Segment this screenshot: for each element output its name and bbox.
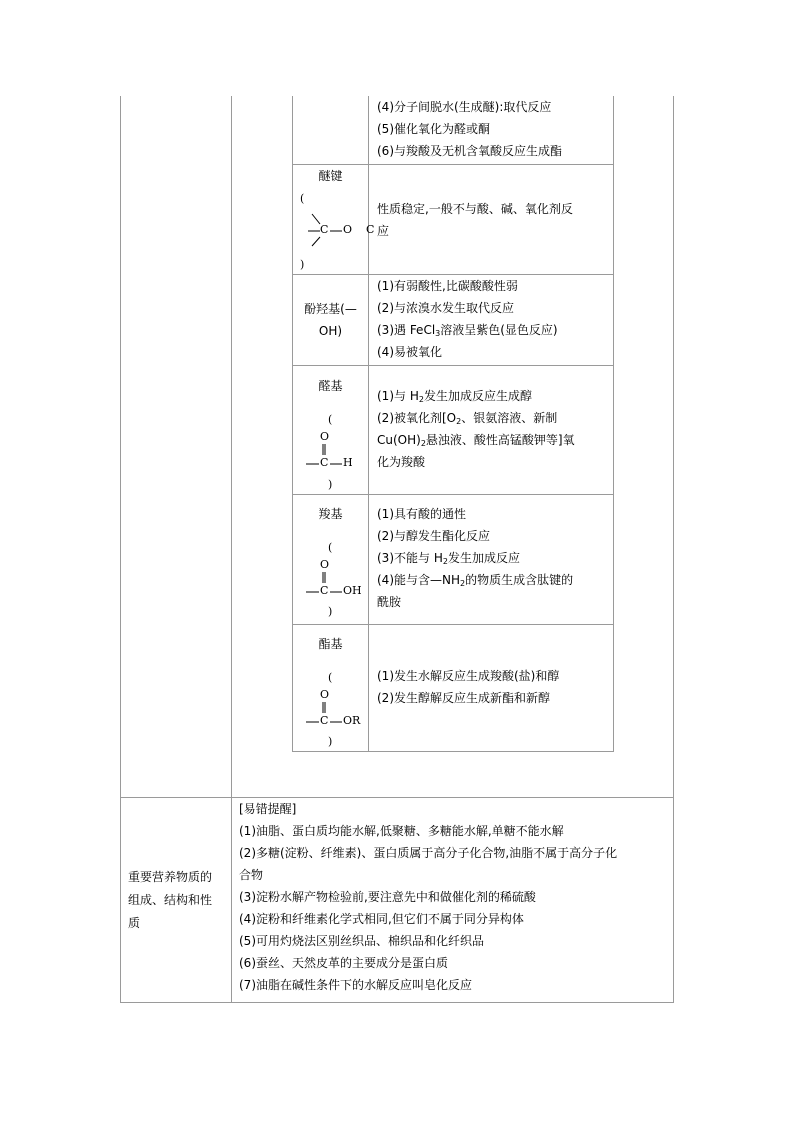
topic-nutrients <box>128 866 212 935</box>
property-line <box>377 429 575 451</box>
paren-close: ) <box>328 735 333 748</box>
text-part: (3)遇 FeCl <box>377 323 436 337</box>
group-name-line: OH) <box>318 324 343 338</box>
text-part: (2)被氧化剂[O <box>377 411 457 425</box>
property-line <box>377 385 575 407</box>
property-line: (4)易被氧化 <box>377 345 442 359</box>
ester-alkoxy: OR <box>343 714 361 727</box>
paren-open: ( <box>328 671 333 684</box>
text-part: Cu(OH) <box>377 433 421 447</box>
ether-tail-carbon: C <box>366 223 375 236</box>
list-item: (5)可用灼烧法区别丝织品、棉织品和化纤织品 <box>239 934 484 948</box>
group-name-line: 酚羟基(— <box>304 302 357 316</box>
property-line: 酰胺 <box>377 595 402 609</box>
aldehyde-hydrogen: H <box>343 456 353 469</box>
list-item: (2)多糖(淀粉、纤维素)、蛋白质属于高分子化合物,油脂不属于高分子化 <box>239 846 618 860</box>
list-item: (1)油脂、蛋白质均能水解,低聚糖、多糖能水解,单糖不能水解 <box>239 824 564 838</box>
list-item: (7)油脂在碱性条件下的水解反应叫皂化反应 <box>239 978 472 992</box>
paren-open: ( <box>328 541 333 554</box>
property-line: (6)与羧酸及无机含氧酸反应生成酯 <box>377 144 562 158</box>
property-line: (2)与醇发生酯化反应 <box>377 529 490 543</box>
property-line: 应 <box>377 224 390 238</box>
subscript: 2 <box>456 417 462 426</box>
row-continued-properties <box>377 96 562 162</box>
property-line: (4)分子间脱水(生成醚):取代反应 <box>377 100 552 114</box>
topic-line: 重要营养物质的 <box>128 870 213 884</box>
subscript: 3 <box>435 329 441 338</box>
property-line: 性质稳定,一般不与酸、碱、氧化剂反 <box>377 202 573 216</box>
paren-open: ( <box>328 413 333 426</box>
subscript: 2 <box>420 439 426 448</box>
property-line <box>377 319 558 341</box>
property-line: (1)具有酸的通性 <box>377 507 466 521</box>
property-line: 化为羧酸 <box>377 455 426 469</box>
text-part: 发生加成反应生成醇 <box>423 389 532 403</box>
list-item: 合物 <box>239 868 264 882</box>
subscript: 2 <box>460 579 466 588</box>
ester-properties <box>377 665 559 709</box>
list-item: (3)淀粉水解产物检验前,要注意先中和做催化剂的稀硫酸 <box>239 890 536 904</box>
group-name-carboxyl: 羧基 <box>318 507 343 521</box>
reminder-header: [易错提醒] <box>239 802 297 816</box>
phenol-properties <box>377 275 558 363</box>
group-name-aldehyde: 醛基 <box>318 379 343 393</box>
list-item: (4)淀粉和纤维素化学式相同,但它们不属于同分异构体 <box>239 912 524 926</box>
property-line: (5)催化氧化为醛或酮 <box>377 122 490 136</box>
property-line: (2)发生醇解反应生成新酯和新醇 <box>377 691 550 705</box>
property-line <box>377 569 573 591</box>
property-line <box>377 407 575 429</box>
ether-carbon: C <box>320 223 329 236</box>
text-part: 发生加成反应 <box>447 551 520 565</box>
property-line: (2)与浓溴水发生取代反应 <box>377 301 514 315</box>
carboxyl-oxygen: O <box>320 558 330 571</box>
list-item: (6)蚕丝、天然皮革的主要成分是蛋白质 <box>239 956 448 970</box>
subscript: 2 <box>442 557 448 566</box>
ether-structure-lines <box>300 210 375 254</box>
text-part: 悬浊液、酸性高锰酸钾等]氧 <box>425 433 575 447</box>
paren-close: ) <box>300 258 305 271</box>
text-part: (4)能与含—NH <box>377 573 460 587</box>
paren-open: ( <box>300 192 305 205</box>
aldehyde-properties <box>377 385 575 473</box>
carboxyl-properties <box>377 503 573 613</box>
subscript: 2 <box>418 395 424 404</box>
property-line: (1)有弱酸性,比碳酸酸性弱 <box>377 279 518 293</box>
text-part: 溶液呈紫色(显色反应) <box>440 323 558 337</box>
paren-close: ) <box>328 605 333 618</box>
ester-carbon: C <box>320 714 329 727</box>
ether-oxygen: O <box>343 223 353 236</box>
group-name-ether: 醚键 <box>318 169 343 183</box>
paren-close: ) <box>328 478 333 491</box>
topic-line: 组成、结构和性 <box>128 893 213 907</box>
error-reminder-list <box>239 798 617 996</box>
aldehyde-oxygen: O <box>320 430 330 443</box>
carboxyl-carbon: C <box>320 584 329 597</box>
topic-line: 质 <box>128 916 141 930</box>
property-line <box>377 547 573 569</box>
group-name-phenol <box>293 298 368 342</box>
group-name-ester: 酯基 <box>318 637 343 651</box>
ether-properties <box>377 198 573 242</box>
text-part: 的物质生成含肽键的 <box>465 573 574 587</box>
text-part: 、银氨溶液、新制 <box>461 411 558 425</box>
text-part: (1)与 H <box>377 389 419 403</box>
carboxyl-hydroxyl: OH <box>343 584 362 597</box>
aldehyde-carbon: C <box>320 456 329 469</box>
ester-oxygen: O <box>320 688 330 701</box>
property-line: (1)发生水解反应生成羧酸(盐)和醇 <box>377 669 560 683</box>
text-part: (3)不能与 H <box>377 551 443 565</box>
